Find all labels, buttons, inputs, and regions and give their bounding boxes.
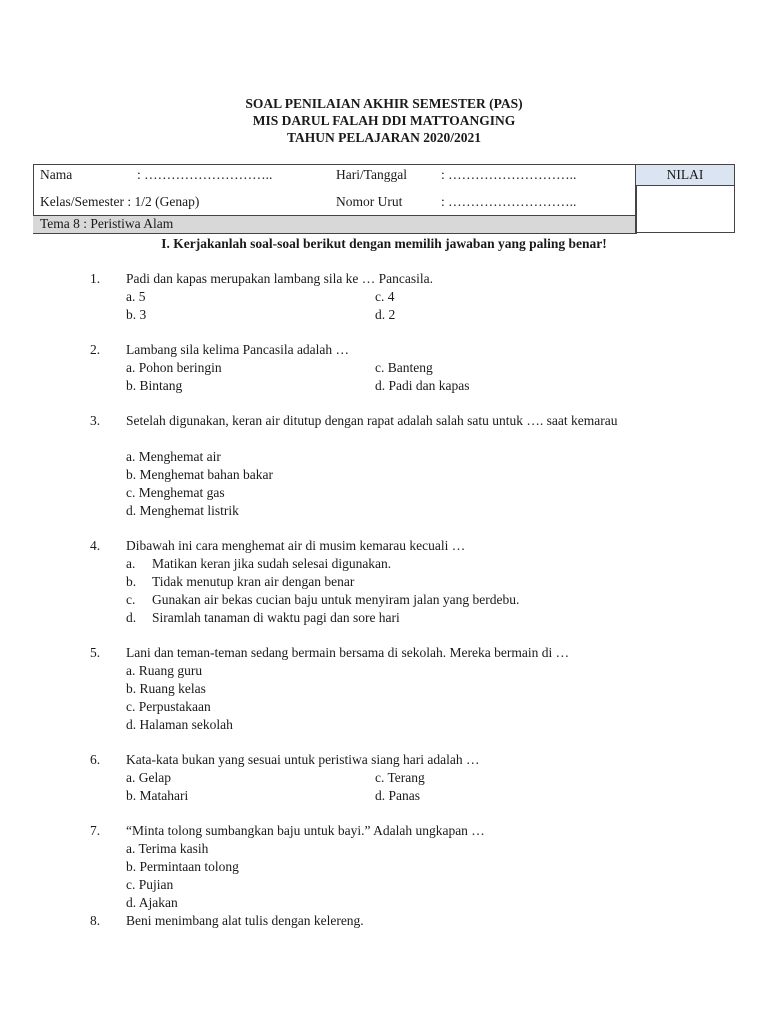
option-c[interactable]: c. Terang (375, 770, 425, 785)
option-a[interactable]: a. Pohon beringin (126, 360, 222, 375)
question-number: 6. (90, 752, 101, 767)
question-text: Dibawah ini cara menghemat air di musim kemarau kecuali … (126, 538, 466, 553)
nomor-urut-label: Nomor Urut (336, 194, 403, 209)
question-text: Setelah digunakan, keran air ditutup dengan rapat adalah salah satu untuk …. saat kemarau (126, 413, 618, 428)
option-c[interactable]: c. 4 (375, 289, 395, 304)
option-c[interactable] (126, 591, 519, 609)
option-d[interactable] (126, 609, 400, 627)
option-a[interactable]: a. Terima kasih (126, 841, 209, 856)
nama-label: Nama (40, 167, 73, 182)
option-letter: a. (126, 556, 136, 571)
option-d[interactable]: d. Padi dan kapas (375, 378, 470, 393)
instruction: I. Kerjakanlah soal-soal berikut dengan memilih jawaban yang paling benar! (161, 236, 607, 251)
option-d[interactable]: d. Halaman sekolah (126, 717, 233, 732)
question-text: Kata-kata bukan yang sesuai untuk peristiwa siang hari adalah … (126, 752, 480, 767)
hari-tanggal-label: Hari/Tanggal (336, 167, 408, 182)
option-c[interactable]: c. Perpustakaan (126, 699, 211, 714)
option-d[interactable]: d. Ajakan (126, 895, 178, 910)
exam-title: SOAL PENILAIAN AKHIR SEMESTER (PAS) (245, 96, 523, 111)
question-text: “Minta tolong sumbangkan baju untuk bayi.” Adalah ungkapan … (126, 823, 485, 838)
question-text: Lambang sila kelima Pancasila adalah … (126, 342, 350, 357)
option-d[interactable]: d. Panas (375, 788, 420, 803)
option-c[interactable]: c. Banteng (375, 360, 433, 375)
option-text: Siramlah tanaman di waktu pagi dan sore hari (152, 610, 400, 625)
option-c[interactable]: c. Menghemat gas (126, 485, 225, 500)
option-letter: c. (126, 592, 136, 607)
kelas-semester-label: Kelas/Semester : 1/2 (Genap) (40, 194, 200, 209)
question-number: 1. (90, 271, 101, 286)
option-b[interactable] (126, 573, 354, 591)
option-d[interactable]: d. Menghemat listrik (126, 503, 239, 518)
option-b[interactable]: b. Bintang (126, 378, 183, 393)
tema-row (33, 215, 635, 234)
nilai-score-box[interactable] (635, 185, 735, 233)
option-b[interactable]: b. 3 (126, 307, 147, 322)
nama-field[interactable]: : ……………………….. (137, 167, 273, 182)
question-number: 4. (90, 538, 101, 553)
option-a[interactable]: a. 5 (126, 289, 146, 304)
option-letter: b. (126, 574, 137, 589)
academic-year: TAHUN PELAJARAN 2020/2021 (286, 130, 481, 145)
nomor-urut-field[interactable]: : ……………………….. (441, 194, 577, 209)
school-name: MIS DARUL FALAH DDI MATTOANGING (252, 113, 516, 128)
option-b[interactable]: b. Permintaan tolong (126, 859, 239, 874)
tema-label: Tema 8 : Peristiwa Alam (40, 216, 174, 231)
option-c[interactable]: c. Pujian (126, 877, 174, 892)
question-text: Beni menimbang alat tulis dengan kelereng. (126, 913, 364, 928)
option-d[interactable]: d. 2 (375, 307, 396, 322)
option-text: Matikan keran jika sudah selesai digunakan. (152, 556, 392, 571)
exam-header (0, 95, 768, 146)
option-a[interactable]: a. Ruang guru (126, 663, 203, 678)
option-text: Tidak menutup kran air dengan benar (152, 574, 355, 589)
option-letter: d. (126, 610, 137, 625)
nilai-header: NILAI (635, 164, 735, 186)
question-number: 5. (90, 645, 101, 660)
question-number: 8. (90, 913, 101, 928)
question-text: Lani dan teman-teman sedang bermain bersama di sekolah. Mereka bermain di … (126, 645, 570, 660)
question-text: Padi dan kapas merupakan lambang sila ke … Pancasila. (126, 271, 434, 286)
identity-table (33, 164, 735, 232)
hari-tanggal-field[interactable]: : ……………………….. (441, 167, 577, 182)
question-number: 3. (90, 413, 101, 428)
question-number: 2. (90, 342, 101, 357)
option-text: Gunakan air bekas cucian baju untuk menyiram jalan yang berdebu. (152, 592, 520, 607)
option-a[interactable] (126, 555, 391, 573)
option-b[interactable]: b. Matahari (126, 788, 189, 803)
option-a[interactable]: a. Gelap (126, 770, 171, 785)
option-b[interactable]: b. Menghemat bahan bakar (126, 467, 273, 482)
question-number: 7. (90, 823, 101, 838)
option-b[interactable]: b. Ruang kelas (126, 681, 206, 696)
option-a[interactable]: a. Menghemat air (126, 449, 221, 464)
